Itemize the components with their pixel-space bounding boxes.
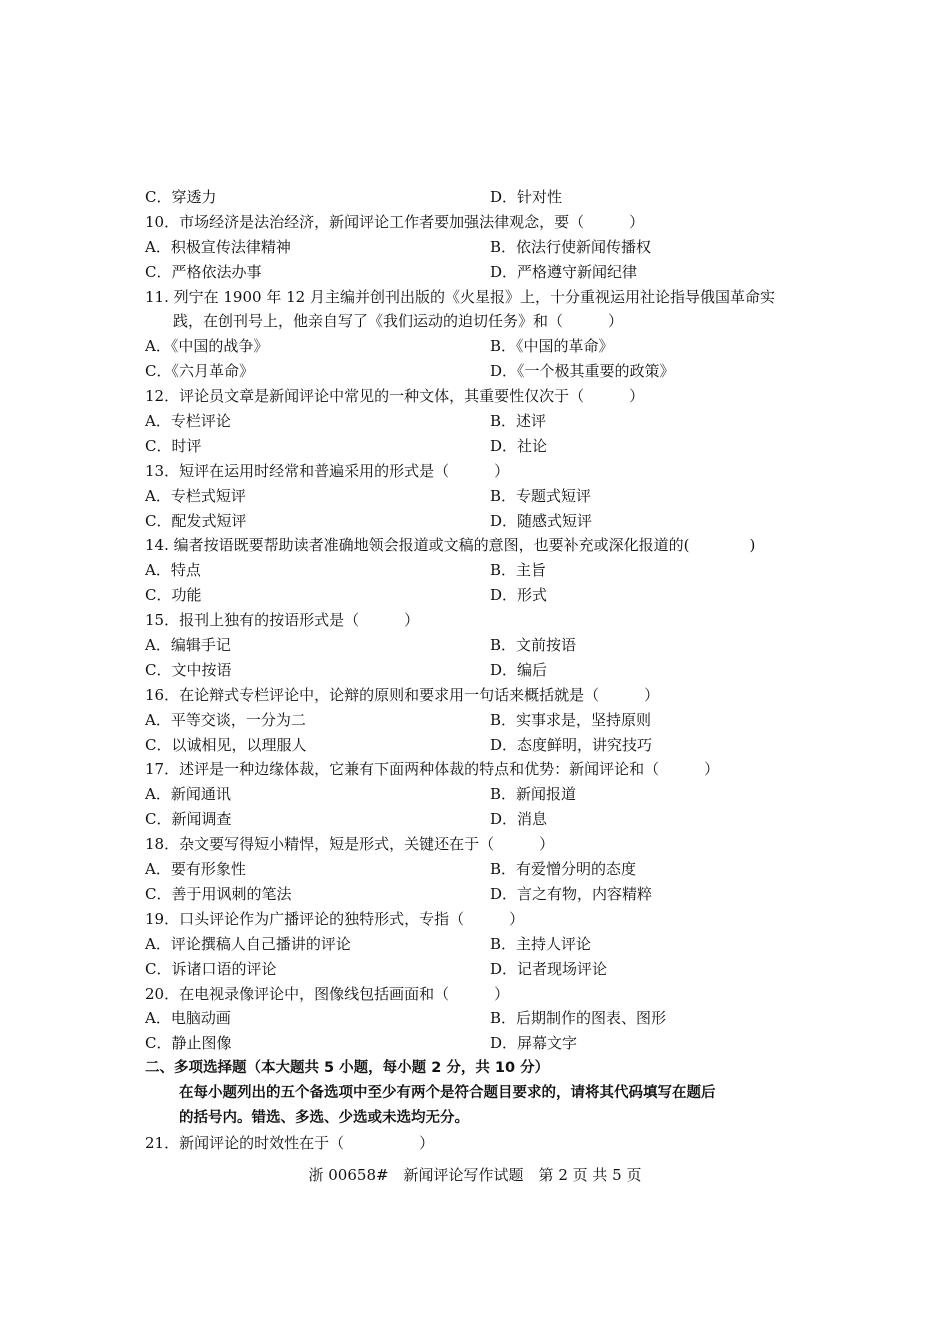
option-row xyxy=(145,334,810,359)
option-left: A．编辑手记 xyxy=(145,636,231,655)
option-right: D．消息 xyxy=(490,810,548,829)
section-instruction: 在每小题列出的五个备选项中至少有两个是符合题目要求的，请将其代码填写在题后 xyxy=(179,1085,716,1102)
option-left: C．以诚相见，以理服人 xyxy=(145,735,307,754)
question-text: 11. 列宁在 1900 年 12 月主编并创刊出版的《火星报》上，十分重视运用社论指导俄国革命实 xyxy=(145,287,775,306)
option-row xyxy=(145,658,810,683)
option-left: C．严格依法办事 xyxy=(145,262,262,281)
option-row xyxy=(145,1031,810,1056)
option-left: C．诉诸口语的评论 xyxy=(145,959,277,978)
option-row xyxy=(145,509,810,534)
option-right: B．实事求是，坚持原则 xyxy=(490,710,652,729)
option-right: B．《中国的革命》 xyxy=(490,337,614,356)
option-row xyxy=(145,957,810,982)
option-right: D．言之有物，内容精粹 xyxy=(490,884,653,903)
page-footer: 浙 00658# 新闻评论写作试题 第 2 页 共 5 页 xyxy=(308,1166,642,1184)
option-right: B．依法行使新闻传播权 xyxy=(490,237,652,256)
option-row xyxy=(145,558,810,583)
question-text: 17．述评是一种边缘体裁，它兼有下面两种体裁的特点和优势：新闻评论和（ ） xyxy=(145,760,720,779)
option-row xyxy=(145,434,810,459)
option-right: D．屏幕文字 xyxy=(490,1034,578,1053)
option-row xyxy=(145,235,810,260)
option-left: C．善于用讽刺的笔法 xyxy=(145,884,292,903)
question-text: 13．短评在运用时经常和普遍采用的形式是（ ） xyxy=(145,461,510,480)
option-left: C．《六月革命》 xyxy=(145,362,254,381)
exam-content xyxy=(145,185,810,1156)
option-right: D．社论 xyxy=(490,436,548,455)
option-row xyxy=(145,484,810,509)
section-heading: 二、多项选择题（本大题共 5 小题，每小题 2 分，共 10 分） xyxy=(145,1060,550,1077)
option-row xyxy=(145,409,810,434)
question-text: 18．杂文要写得短小精悍，短是形式，关键还在于（ ） xyxy=(145,835,555,854)
option-right: B．有爱憎分明的态度 xyxy=(490,860,637,879)
option-row xyxy=(145,1006,810,1031)
option-row xyxy=(145,857,810,882)
option-row xyxy=(145,185,810,210)
option-row xyxy=(145,708,810,733)
option-left: A．平等交谈，一分为二 xyxy=(145,710,306,729)
option-row xyxy=(145,782,810,807)
option-left: A．特点 xyxy=(145,561,201,580)
question-text: 20．在电视录像评论中，图像线包括画面和（ ） xyxy=(145,984,510,1003)
option-right: B．新闻报道 xyxy=(490,785,577,804)
option-right: D．形式 xyxy=(490,586,548,605)
option-left: C．配发式短评 xyxy=(145,511,247,530)
option-left: A．积极宣传法律精神 xyxy=(145,237,291,256)
option-right: B．专题式短评 xyxy=(490,486,592,505)
option-row xyxy=(145,359,810,384)
option-row xyxy=(145,882,810,907)
option-left: C．新闻调查 xyxy=(145,810,232,829)
option-left: A．专栏评论 xyxy=(145,412,231,431)
option-row xyxy=(145,633,810,658)
option-left: C．时评 xyxy=(145,436,202,455)
option-right: B．主旨 xyxy=(490,561,547,580)
option-right: D．编后 xyxy=(490,660,548,679)
option-left: A．《中国的战争》 xyxy=(145,337,269,356)
option-right: D．记者现场评论 xyxy=(490,959,608,978)
option-left: A．评论撰稿人自己播讲的评论 xyxy=(145,934,351,953)
option-right: D．随感式短评 xyxy=(490,511,593,530)
question-text: 12．评论员文章是新闻评论中常见的一种文体，其重要性仅次于（ ） xyxy=(145,387,645,406)
question-text: 10．市场经济是法治经济，新闻评论工作者要加强法律观念，要（ ） xyxy=(145,212,645,231)
option-left: A．新闻通讯 xyxy=(145,785,231,804)
option-row xyxy=(145,932,810,957)
question-text: 19．口头评论作为广播评论的独特形式，专指（ ） xyxy=(145,909,525,928)
option-row xyxy=(145,583,810,608)
section-instruction: 的括号内。错选、多选、少选或未选均无分。 xyxy=(179,1109,469,1126)
option-right: B．述评 xyxy=(490,412,547,431)
option-left: A．电脑动画 xyxy=(145,1009,231,1028)
option-left: C．穿透力 xyxy=(145,188,217,206)
option-row xyxy=(145,733,810,758)
option-left: C．静止图像 xyxy=(145,1034,232,1053)
option-left: C．文中按语 xyxy=(145,660,232,679)
option-left: C．功能 xyxy=(145,586,202,605)
option-right: B．后期制作的图表、图形 xyxy=(490,1009,667,1028)
question-text: 16．在论辩式专栏评论中，论辩的原则和要求用一句话来概括就是（ ） xyxy=(145,685,660,704)
option-right: B．文前按语 xyxy=(490,636,577,655)
option-row xyxy=(145,260,810,285)
option-right: D．《一个极其重要的政策》 xyxy=(490,362,675,381)
question-text: 14. 编者按语既要帮助读者准确地领会报道或文稿的意图，也要补充或深化报道的( ) xyxy=(145,536,756,555)
option-right: D．针对性 xyxy=(490,188,563,206)
option-row xyxy=(145,807,810,832)
option-right: D．态度鲜明，讲究技巧 xyxy=(490,735,653,754)
question-text: 15．报刊上独有的按语形式是（ ） xyxy=(145,611,420,630)
option-right: B．主持人评论 xyxy=(490,934,592,953)
option-right: D．严格遵守新闻纪律 xyxy=(490,262,638,281)
question-text: 21．新闻评论的时效性在于（ ） xyxy=(145,1133,435,1152)
option-left: A．要有形象性 xyxy=(145,860,246,879)
option-left: A．专栏式短评 xyxy=(145,486,246,505)
question-text-continued: 践，在创刊号上，他亲自写了《我们运动的迫切任务》和（ ） xyxy=(173,312,624,331)
